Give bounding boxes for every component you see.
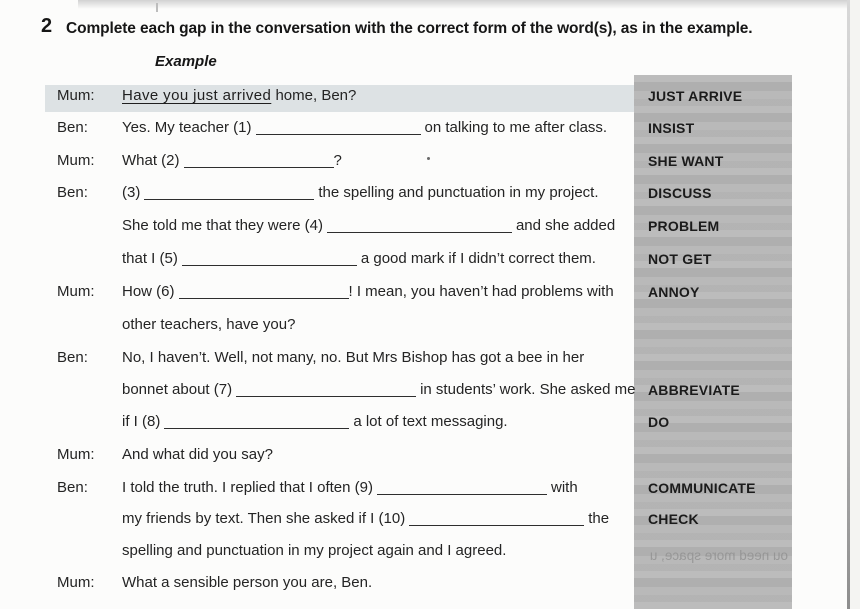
dialogue-row (0, 479, 860, 501)
keyword-label: ANNOY (648, 284, 700, 300)
keyword-label: SHE WANT (648, 153, 724, 169)
exercise-instruction: Complete each gap in the conversation with the correct form of the word(s), as in the example. (66, 20, 753, 37)
dialogue-text: on talking to me after class. (424, 119, 608, 136)
dialogue-text: (3) (122, 184, 141, 201)
gap-blank-9 (377, 482, 547, 495)
dialogue-text: Yes. My teacher (1) (122, 119, 252, 136)
dialogue-text (122, 283, 614, 300)
dialogue-text: bonnet about (7) (122, 381, 233, 398)
dialogue-row (0, 413, 860, 435)
dialogue-row (0, 446, 860, 468)
dialogue-text: What (2) (122, 152, 180, 169)
keyword-label: DISCUSS (648, 185, 712, 201)
dialogue-row (0, 87, 860, 109)
dialogue-text: a good mark if I didn’t correct them. (360, 250, 596, 267)
dialogue-text: What a sensible person you are, Ben. (122, 574, 373, 591)
gap-blank-2 (184, 155, 334, 168)
dialogue-text: the (588, 510, 610, 527)
speaker-label: Mum: (57, 152, 95, 169)
dialogue-row (0, 381, 860, 403)
dialogue-row (0, 542, 860, 564)
dialogue-row (0, 349, 860, 371)
dialogue-text: in students’ work. She asked me (420, 381, 636, 398)
dialogue-row (0, 152, 860, 174)
dialogue-text: home, Ben? (275, 87, 357, 104)
speaker-label: Mum: (57, 574, 95, 591)
dialogue-text (122, 184, 599, 201)
dialogue-text (122, 152, 342, 169)
exercise-number: 2 (41, 15, 53, 37)
gap-blank-1 (256, 122, 421, 135)
keyword-label: NOT GET (648, 251, 712, 267)
dialogue-text (122, 250, 596, 267)
scan-speck (156, 3, 158, 12)
dialogue-text: And what did you say? (122, 446, 273, 463)
dialogue-row (0, 574, 860, 596)
dialogue-text (122, 510, 609, 527)
dialogue-text: spelling and punctuation in my project again and I agreed. (122, 542, 507, 559)
keyword-label: PROBLEM (648, 218, 720, 234)
dialogue-text: a lot of text messaging. (353, 413, 508, 430)
dialogue-row (0, 184, 860, 206)
scan-edge-shadow (78, 0, 860, 9)
dialogue-text: ! I mean, you haven’t had problems with (348, 283, 614, 300)
gap-blank-5 (182, 253, 357, 266)
dialogue-text: if I (8) (122, 413, 161, 430)
gap-blank-10 (409, 513, 584, 526)
dialogue-text: ? (333, 152, 342, 169)
keyword-label: CHECK (648, 511, 699, 527)
dialogue-text (122, 413, 508, 430)
dialogue-text (122, 87, 356, 104)
keyword-label: COMMUNICATE (648, 480, 756, 496)
dialogue-row (0, 217, 860, 239)
dialogue-text: I told the truth. I replied that I often (9) (122, 479, 373, 496)
dialogue-text (122, 479, 578, 496)
keyword-label: INSIST (648, 120, 695, 136)
speaker-label: Mum: (57, 283, 95, 300)
dialogue-row (0, 316, 860, 338)
keyword-label: JUST ARRIVE (648, 88, 743, 104)
gap-blank-3 (144, 187, 314, 200)
gap-blank-8 (164, 416, 349, 429)
dialogue-text: How (6) (122, 283, 175, 300)
gap-blank-6 (179, 286, 349, 299)
gap-blank-4 (327, 220, 512, 233)
show-through-text: ou need more space, u (649, 548, 788, 563)
dialogue-row (0, 119, 860, 141)
dialogue-text (122, 217, 615, 234)
speaker-label: Ben: (57, 349, 88, 366)
dialogue-text (122, 381, 635, 398)
speaker-label: Mum: (57, 87, 95, 104)
dialogue-text (122, 119, 607, 136)
dialogue-text: my friends by text. Then she asked if I (10) (122, 510, 406, 527)
speaker-label: Ben: (57, 479, 88, 496)
gap-blank-7 (236, 384, 416, 397)
dialogue-row (0, 250, 860, 272)
keyword-label: DO (648, 414, 670, 430)
dialogue-text: other teachers, have you? (122, 316, 296, 333)
keyword-label: ABBREVIATE (648, 382, 740, 398)
dialogue-text: She told me that they were (4) (122, 217, 323, 234)
dialogue-text: the spelling and punctuation in my project. (318, 184, 599, 201)
dialogue-text: with (550, 479, 578, 496)
dialogue-text: and she added (515, 217, 616, 234)
speaker-label: Mum: (57, 446, 95, 463)
example-label: Example (155, 53, 217, 70)
dialogue-text: that I (5) (122, 250, 178, 267)
example-answer: Have you just arrived (122, 87, 272, 104)
dialogue-row (0, 510, 860, 532)
speaker-label: Ben: (57, 119, 88, 136)
dialogue-text: No, I haven’t. Well, not many, no. But Mrs Bishop has got a bee in her (122, 349, 585, 366)
speaker-label: Ben: (57, 184, 88, 201)
dialogue-row (0, 283, 860, 305)
